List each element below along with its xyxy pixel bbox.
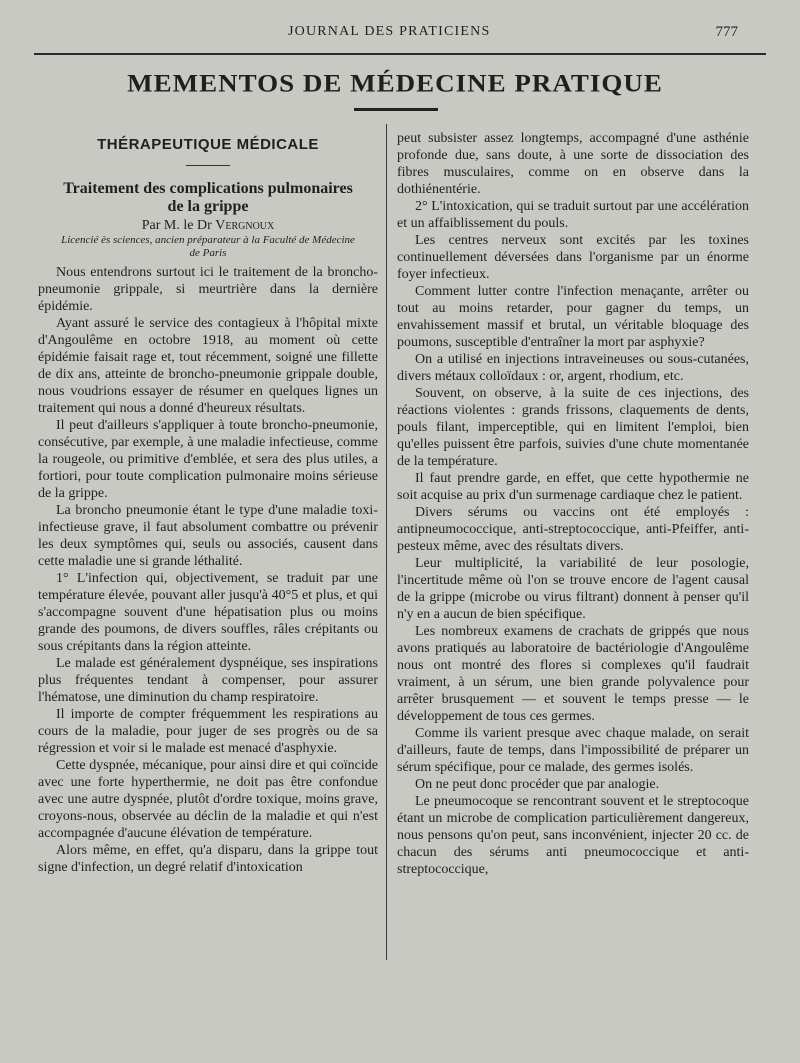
paragraph: On a utilisé en injections intraveineuses ou sous-cutanées, divers métaux colloïdaux : or, argent, rhodium, etc. (397, 352, 749, 384)
left-column (38, 130, 378, 876)
right-column (397, 130, 749, 878)
paragraph: Les nombreux examens de crachats de grippés que nous avons pratiqués au laboratoire de bactériologie d'Angoulême nous ont montré des flores si complexes qu'il faudrait vraiment, à un sérum, une bien grande polyvalence pour arrêter brusquement — et souvent le temps presse — le développement de tous ces germes. (397, 624, 749, 724)
paragraph: Alors même, en effet, qu'a disparu, dans la grippe tout signe d'infection, un degré relatif d'intoxication (38, 843, 378, 875)
paragraph: Les centres nerveux sont excités par les toxines continuellement déversées dans l'organisme par un énorme foyer infectieux. (397, 233, 749, 282)
paragraph: Ayant assuré le service des contagieux à l'hôpital mixte d'Angoulême en octobre 1918, au moment où cette épidémie faisait rage et, tout récemment, soigné une fillette de dix ans, atteinte de broncho-pneumonie grippale double, nous voudrions essayer de résumer en quelques lignes un traitement qui nous a donné d'heureux résultats. (38, 316, 378, 416)
affiliation-line-1: Licencié ès sciences, ancien préparateur à la Faculté de Médecine (61, 234, 355, 246)
author-line (38, 218, 378, 234)
article-title (38, 180, 378, 216)
paragraph: Le pneumocoque se rencontrant souvent et le streptocoque étant un microbe de complication particulièrement dangereux, nous pensons qu'on peut, sans inconvénient, injecter 20 cc. de chacun des sérums anti pneumococcique et anti-streptococcique, (397, 794, 749, 877)
article-title-line-1: Traitement des complications pulmonaires (63, 180, 353, 197)
paragraph: Il peut d'ailleurs s'appliquer à toute broncho-pneumonie, consécutive, par exemple, à une maladie infectieuse, comme la rougeole, ou primitive d'emblée, et sera des plus utiles, a fortiori, pour toute complication pulmonaire moins sérieuse de la grippe. (38, 418, 378, 501)
main-title: MEMENTOS DE MÉDECINE PRATIQUE (127, 68, 663, 98)
journal-name: JOURNAL DES PRATICIENS (288, 24, 491, 39)
paragraph: Divers sérums ou vaccins ont été employés : antipneumococcique, anti-streptococcique, anti-Pfeiffer, anti-pesteux même, avec des résultats divers. (397, 505, 749, 554)
paragraph: Il faut prendre garde, en effet, que cette hypothermie ne soit acquise au prix d'un surmenage cardiaque chez le patient. (397, 471, 749, 503)
page-number: 777 (715, 24, 738, 40)
author-name: Vergnoux (215, 218, 275, 233)
column-divider (386, 124, 387, 960)
author-prefix: Par M. le Dr (141, 218, 212, 233)
author-affiliation (38, 234, 378, 260)
running-head (0, 24, 800, 46)
paragraph: La broncho pneumonie étant le type d'une maladie toxi-infectieuse grave, il faut absolument combattre ou prévenir les deux symptômes qui, seuls ou associés, causent dans cette maladie une si grande léthalité. (38, 503, 378, 569)
paragraph: 1° L'infection qui, objectivement, se traduit par une température élevée, pouvant aller jusqu'à 40°5 et plus, et qui s'accompagne souvent d'une hépatisation plus ou moins grande des poumons, de divers souffles, râles crépitants ou sous crépitants dans la région atteinte. (38, 571, 378, 654)
paragraph: peut subsister assez longtemps, accompagné d'une asthénie profonde due, sans doute, à une sorte de dissociation des fibres musculaires, comme on en observe dans la dothiénentérie. (397, 131, 749, 197)
paragraph: Le malade est généralement dyspnéique, ses inspirations plus fréquentes tendant à compenser, pour assurer l'hématose, une diminution du champ respiratoire. (38, 656, 378, 705)
affiliation-line-2: de Paris (189, 247, 227, 259)
paragraph: Leur multiplicité, la variabilité de leur posologie, l'incertitude même où l'on se trouve encore de l'agent causal de la grippe (microbe ou virus filtrant) donnent à penser qu'il n'y en a aucun de bien spécifique. (397, 556, 749, 622)
paragraph: Comme ils varient presque avec chaque malade, on serait d'ailleurs, faute de temps, dans l'impossibilité de préparer un sérum spécifique, pour ce malade, des germes isolés. (397, 726, 749, 775)
article-title-line-2: de la grippe (167, 198, 249, 215)
paragraph: Comment lutter contre l'infection menaçante, arrêter ou tout au moins retarder, pour gagner du temps, un envahissement massif et brutal, un véritable bloquage des poumons, susceptible d'entraîner la mort par asphyxie? (397, 284, 749, 350)
paragraph: Cette dyspnée, mécanique, pour ainsi dire et qui coïncide avec une forte hyperthermie, ne doit pas être confondue avec une autre dyspnée, plutôt d'ordre toxique, moins grave, croyons-nous, observée au déclin de la maladie et qui n'est accompagnée d'aucune élévation de température. (38, 758, 378, 841)
paragraph: 2° L'intoxication, qui se traduit surtout par une accélération et un affaiblissement du pouls. (397, 199, 749, 231)
title-rule (354, 108, 438, 111)
paragraph: On ne peut donc procéder que par analogie. (415, 777, 660, 792)
header-rule (34, 53, 766, 55)
paragraph: Souvent, on observe, à la suite de ces injections, des réactions violentes : grands frissons, claquements de dents, pouls filant, imperceptible, qui en limitent l'emploi, bien qu'elles puissent être parfois, suivies d'une chute momentanée de la température. (397, 386, 749, 469)
section-rule (186, 165, 230, 166)
paragraph: Nous entendrons surtout ici le traitement de la broncho-pneumonie grippale, si meurtrière dans la dernière épidémie. (38, 265, 378, 314)
paragraph: Il importe de compter fréquemment les respirations au cours de la maladie, pour juger de ses progrès ou de sa régression et voir si le malade est menacé d'asphyxie. (38, 707, 378, 756)
section-title: THÉRAPEUTIQUE MÉDICALE (97, 136, 319, 153)
